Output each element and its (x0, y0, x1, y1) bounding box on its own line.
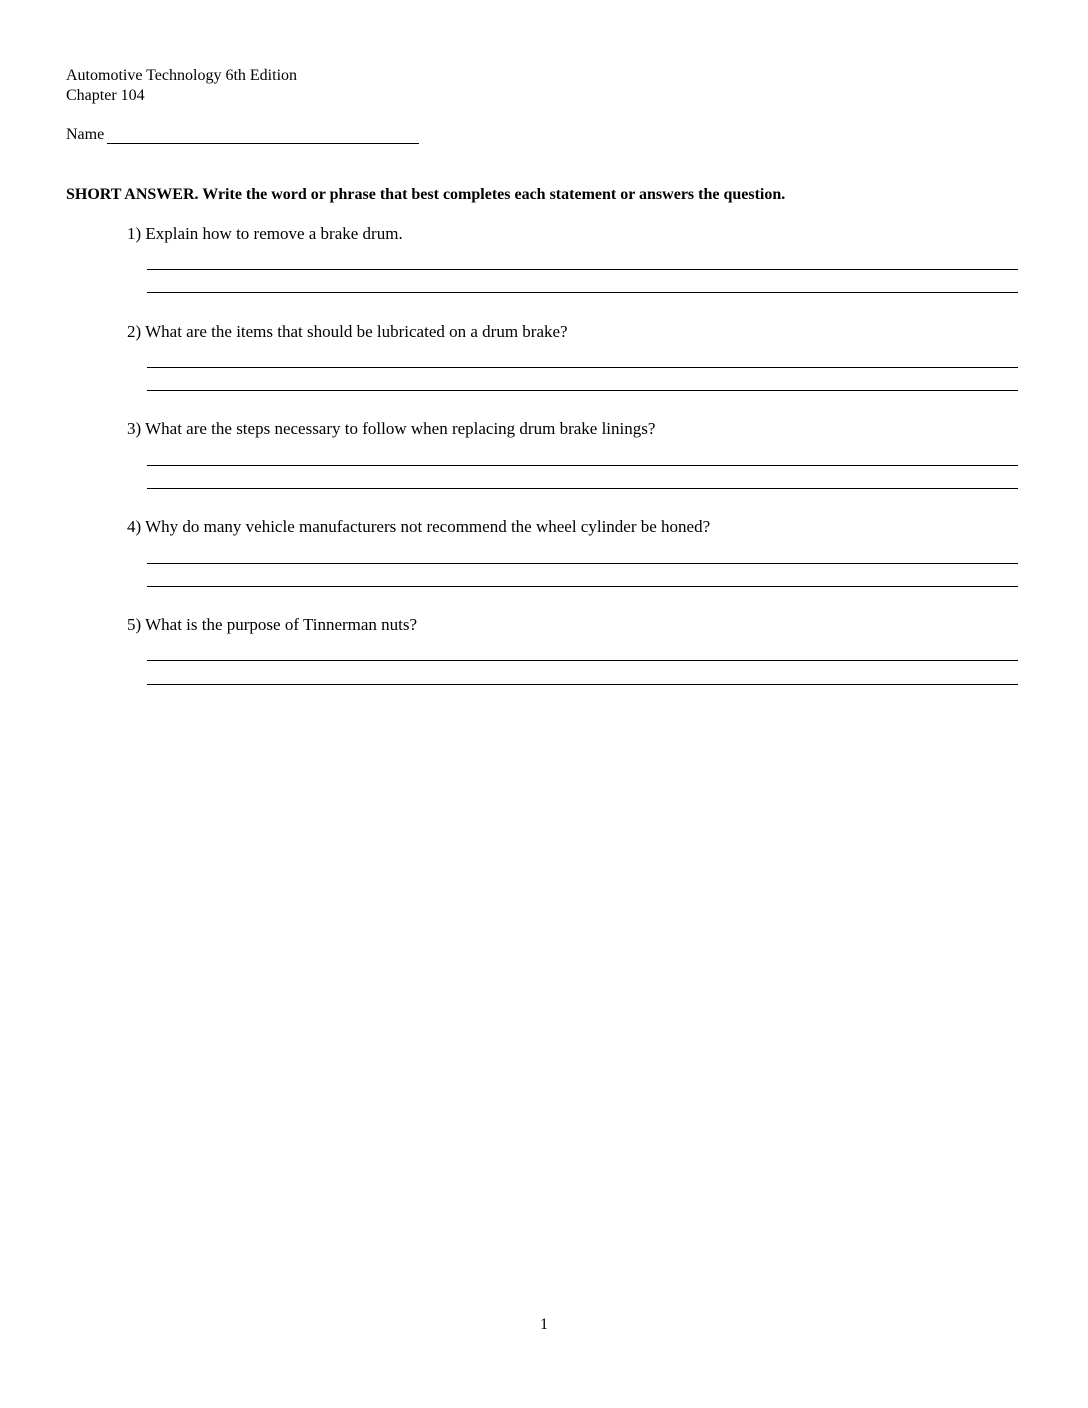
answer-line-3b[interactable] (147, 488, 1018, 489)
answer-line-2a[interactable] (147, 367, 1018, 368)
answer-line-3a[interactable] (147, 465, 1018, 466)
chapter-label: Chapter 104 (66, 87, 145, 104)
instructions-heading: SHORT ANSWER. Write the word or phrase that best completes each statement or answers the question. (66, 186, 786, 203)
question-1: 1) Explain how to remove a brake drum. (127, 224, 403, 243)
question-3: 3) What are the steps necessary to follow when replacing drum brake linings? (127, 419, 656, 438)
answer-line-1a[interactable] (147, 269, 1018, 270)
answer-line-5b[interactable] (147, 684, 1018, 685)
answer-line-5a[interactable] (147, 660, 1018, 661)
question-2: 2) What are the items that should be lubricated on a drum brake? (127, 322, 568, 341)
answer-line-4b[interactable] (147, 586, 1018, 587)
page-number: 1 (540, 1316, 548, 1333)
name-field[interactable] (107, 143, 419, 144)
book-title: Automotive Technology 6th Edition (66, 67, 298, 84)
question-5: 5) What is the purpose of Tinnerman nuts? (127, 615, 418, 634)
question-4: 4) Why do many vehicle manufacturers not recommend the wheel cylinder be honed? (127, 517, 711, 536)
answer-line-2b[interactable] (147, 390, 1018, 391)
answer-line-4a[interactable] (147, 563, 1018, 564)
answer-line-1b[interactable] (147, 292, 1018, 293)
name-label: Name (66, 126, 105, 143)
